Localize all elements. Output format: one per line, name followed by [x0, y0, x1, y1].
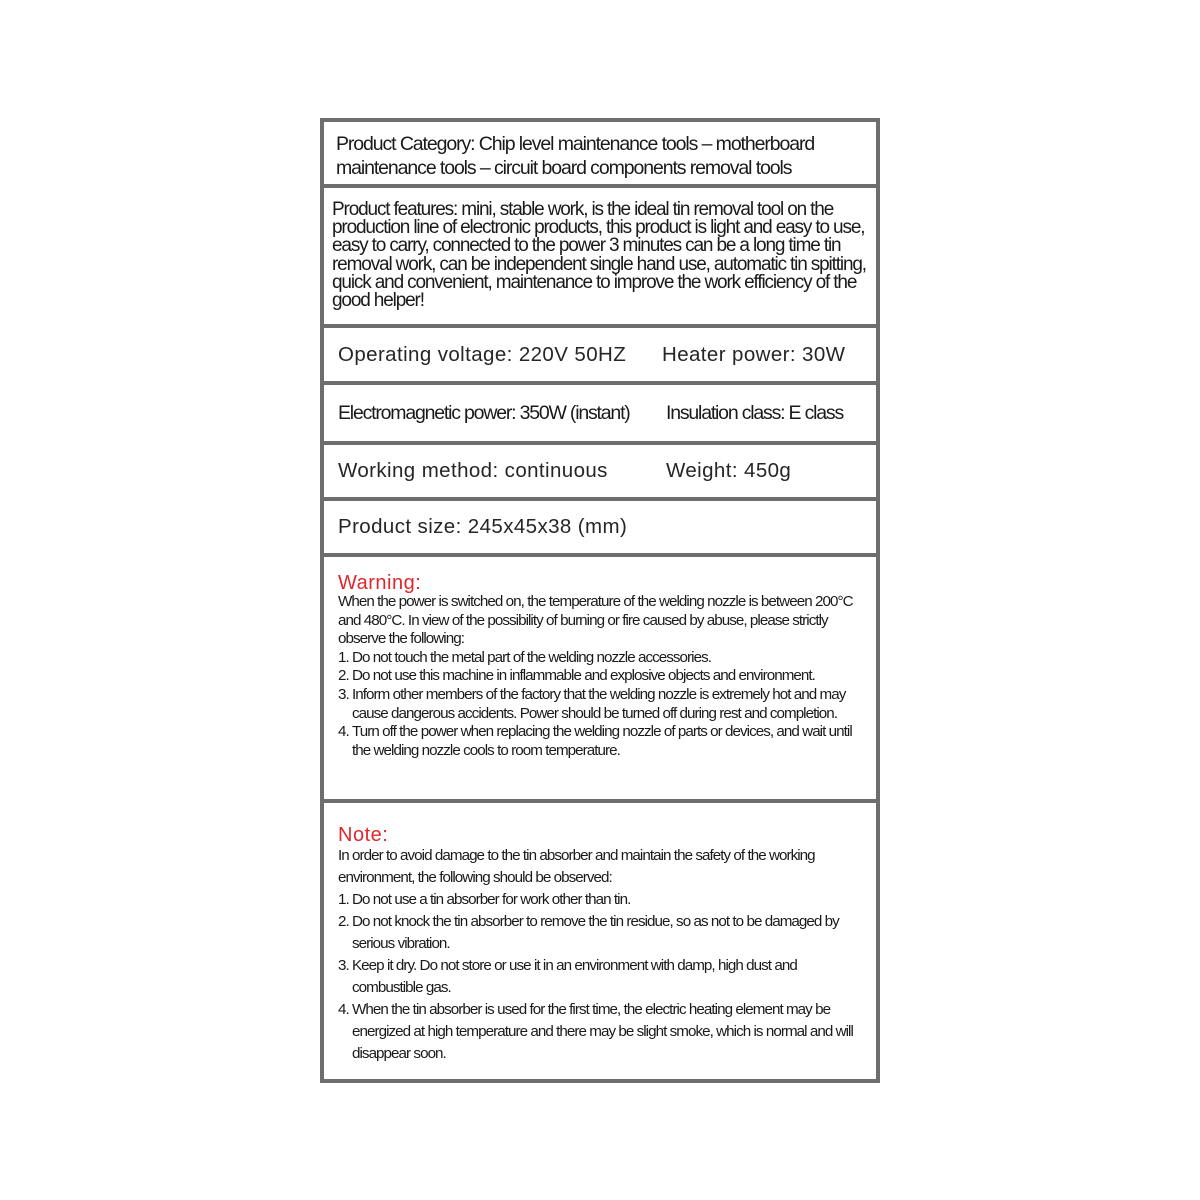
warning-section	[324, 557, 876, 803]
warning-title: Warning:	[338, 572, 422, 594]
warning-intro: When the power is switched on, the temperature of the welding nozzle is between 200°C and 480°C. In view of the possibility of burning or fire caused by abuse, please strictly observe the following:	[338, 593, 853, 648]
operating-voltage: Operating voltage: 220V 50HZ	[338, 342, 627, 366]
insulation-class: Insulation class: E class	[666, 401, 844, 424]
spec-row-method	[324, 445, 876, 501]
list-item: 2. Do not use this machine in inflammable and explosive objects and environment.	[338, 667, 815, 685]
spec-row-power	[324, 385, 876, 445]
note-section	[324, 803, 876, 1079]
warning-list	[338, 649, 868, 761]
working-method: Working method: continuous	[338, 459, 608, 482]
spec-sheet	[320, 118, 880, 1083]
spec-row-size	[324, 501, 876, 557]
list-item: 1. Do not touch the metal part of the welding nozzle accessories.	[338, 648, 711, 666]
weight: Weight: 450g	[666, 459, 792, 482]
product-size: Product size: 245x45x38 (mm)	[338, 515, 628, 538]
list-item: 2. Do not knock the tin absorber to remove the tin residue, so as not to be damaged by serious vibration.	[338, 913, 839, 952]
list-item: 3. Keep it dry. Do not store or use it in an environment with damp, high dust and combustible gas.	[338, 957, 797, 996]
note-title: Note:	[338, 824, 389, 846]
electromagnetic-power: Electromagnetic power: 350W (instant)	[338, 401, 630, 424]
product-features: Product features: mini, stable work, is the ideal tin removal tool on the production line of electronic products, this product is light and easy to use, easy to carry, connected to the power 3 minutes can be a long time tin removal work, can be independent single hand use, automatic tin spitting, quick and convenient, maintenance to improve the work efficiency of the good helper!	[324, 188, 876, 328]
product-category: Product Category: Chip level maintenance tools – motherboard maintenance tools – circuit board components removal tools	[324, 122, 876, 188]
list-item: 4. Turn off the power when replacing the welding nozzle of parts or devices, and wait until the welding nozzle cools to room temperature.	[338, 723, 852, 759]
list-item: 4. When the tin absorber is used for the first time, the electric heating element may be energized at high temperature and there may be slight smoke, which is normal and will disappear soon.	[338, 1001, 853, 1062]
note-list	[338, 889, 868, 1065]
spec-row-voltage	[324, 328, 876, 385]
list-item: 1. Do not use a tin absorber for work other than tin.	[338, 891, 631, 908]
heater-power: Heater power: 30W	[662, 342, 846, 366]
list-item: 3. Inform other members of the factory that the welding nozzle is extremely hot and may cause dangerous accidents. Power should be turned off during rest and completion.	[338, 685, 846, 722]
note-intro: In order to avoid damage to the tin absorber and maintain the safety of the working environment, the following should be observed:	[338, 847, 815, 886]
